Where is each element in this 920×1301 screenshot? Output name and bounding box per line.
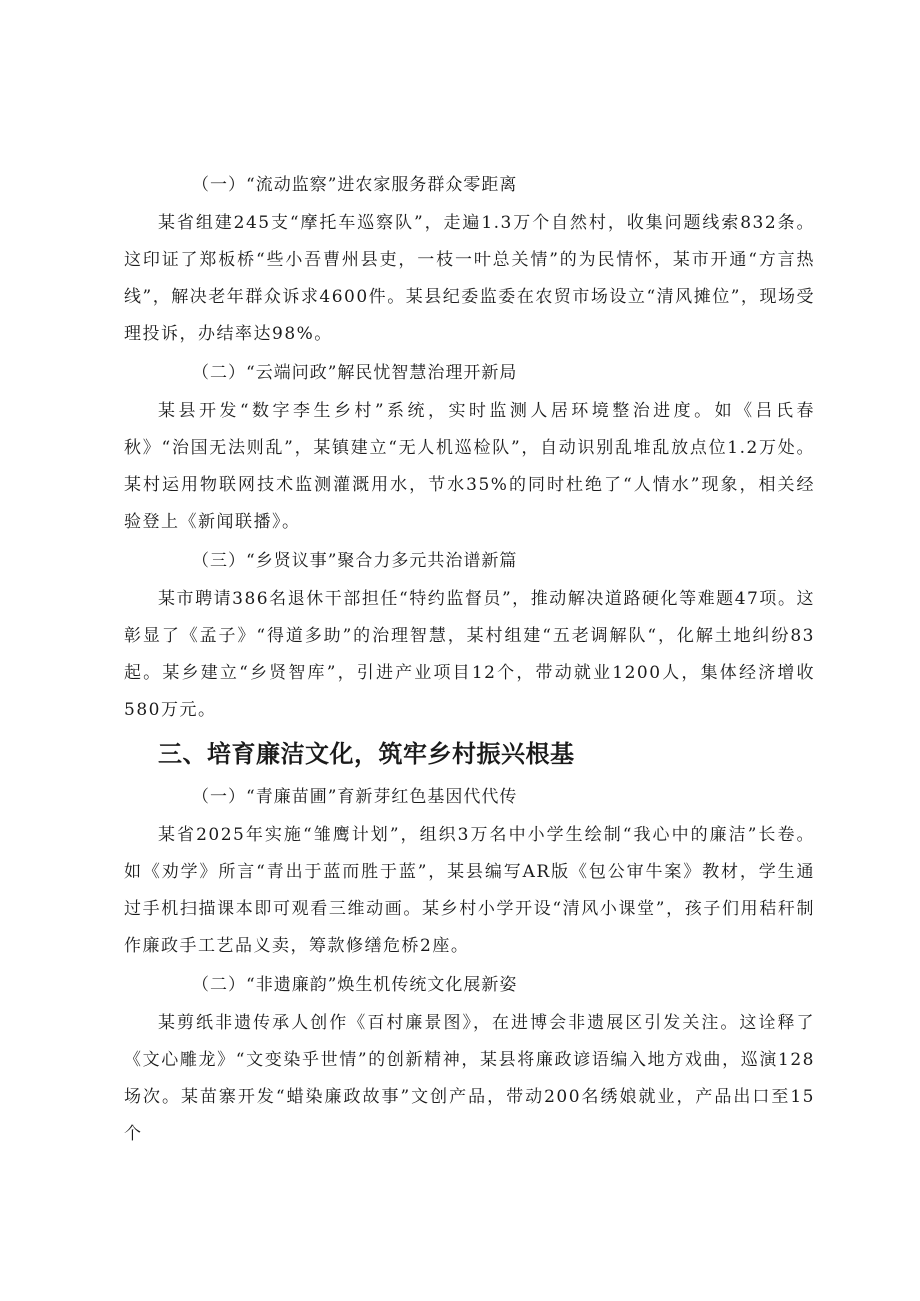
paragraph-3-2: 某剪纸非遗传承人创作《百村廉景图》，在进博会非遗展区引发关注。这诠释了《文心雕龙》“文变染乎世情”的创新精神，某县将廉政谚语编入地方戏曲，巡演128场次。某苗寨开发“蜡染廉政故事”文创产品，带动200名绣娘就业，产品出口至15个 (124, 1013, 815, 1144)
subsection-heading-1-1: （一）“流动监察”进农家服务群众零距离 (192, 175, 518, 195)
section-heading-3: 三、培育廉洁文化，筑牢乡村振兴根基 (158, 740, 575, 768)
paragraph-1-3: 某市聘请386名退休干部担任“特约监督员”，推动解决道路硬化等难题47项。这彰显了《孟子》“得道多助”的治理智慧，某村组建“五老调解队“，化解土地纠纷83起。某乡建立“乡贤智库”，引进产业项目12个，带动就业1200人，集体经济增收580万元。 (124, 589, 815, 720)
paragraph-1-1: 某省组建245支“摩托车巡察队”，走遍1.3万个自然村，收集问题线索832条。这印证了郑板桥“些小吾曹州县吏，一枝一叶总关情”的为民情怀，某市开通“方言热线”，解决老年群众诉求4600件。某县纪委监委在农贸市场设立“清风摊位”，现场受理投诉，办结率达98%。 (124, 213, 815, 344)
subsection-heading-3-1: （一）“青廉苗圃”育新芽红色基因代代传 (192, 787, 518, 807)
subsection-heading-1-2: （二）“云端问政”解民忧智慧治理开新局 (192, 363, 518, 383)
paragraph-3-1: 某省2025年实施“雏鹰计划”，组织3万名中小学生绘制“我心中的廉洁”长卷。如《劝学》所言“青出于蓝而胜于蓝”，某县编写AR版《包公审牛案》教材，学生通过手机扫描课本即可观看三维动画。某乡村小学开设“清风小课堂”，孩子们用秸秆制作廉政手工艺品义卖，筹款修缮危桥2座。 (124, 825, 815, 956)
paragraph-1-2: 某县开发“数字李生乡村”系统，实时监测人居环境整治进度。如《吕氏春秋》“治国无法则乱”，某镇建立“无人机巡检队”，自动识别乱堆乱放点位1.2万处。某村运用物联网技术监测灌溉用水，节水35%的同时杜绝了“人情水”现象，相关经验登上《新闻联播》。 (124, 401, 815, 532)
subsection-heading-1-3: （三）“乡贤议事”聚合力多元共治谱新篇 (192, 551, 518, 571)
subsection-heading-3-2: （二）“非遗廉韵”焕生机传统文化展新姿 (192, 975, 518, 995)
